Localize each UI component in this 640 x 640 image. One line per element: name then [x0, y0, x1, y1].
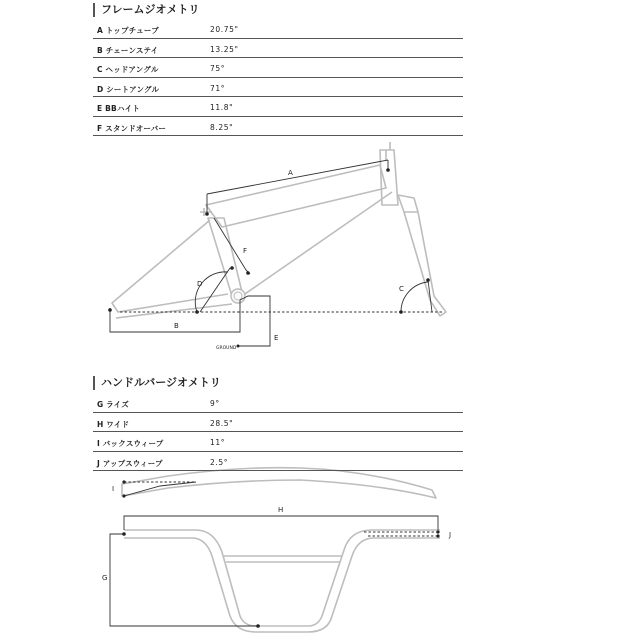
handlebar-front-view — [110, 516, 440, 632]
dim-d-ref — [200, 268, 230, 312]
spec-label: D シートアングル — [97, 84, 160, 94]
spec-value: 2.5° — [210, 457, 229, 467]
dim-b-line — [110, 300, 240, 332]
spec-row-bb-height — [93, 97, 463, 117]
spec-value: 9° — [210, 399, 220, 408]
spec-label: J アップスウィープ — [97, 458, 163, 468]
spec-row-backsweep — [93, 432, 463, 452]
dim-a-line — [207, 160, 388, 194]
handlebar-top-view — [122, 468, 436, 498]
handlebar-geometry-title: ハンドルバージオメトリ — [93, 376, 221, 390]
spec-row-chainstay — [93, 39, 463, 59]
spec-row-top-tube — [93, 19, 463, 39]
spec-row-seat-angle — [93, 78, 463, 98]
spec-label: I バックスウィープ — [97, 439, 164, 448]
spec-row-upsweep — [93, 452, 463, 472]
dim-label-e: E — [274, 334, 279, 342]
dim-label-d: D — [197, 280, 203, 288]
spec-row-head-angle — [93, 58, 463, 78]
spec-value: 20.75" — [210, 25, 239, 34]
dim-c-ref — [428, 280, 432, 312]
dim-label-j: J — [449, 531, 452, 539]
spec-value: 28.5" — [210, 418, 234, 428]
dim-label-h: H — [278, 506, 284, 514]
spec-label: E BBハイト — [97, 104, 141, 113]
spec-label: G ライズ — [97, 400, 129, 409]
dim-d-arc — [195, 272, 228, 312]
frame-dimension-lines — [108, 160, 444, 348]
spec-label: A トップチューブ — [97, 26, 159, 35]
dim-c-arc — [401, 282, 428, 312]
spec-row-rise — [93, 393, 463, 413]
frame-geometry-table — [93, 19, 463, 136]
spec-value: 75° — [210, 64, 226, 73]
dim-g-line — [110, 534, 258, 626]
dim-label-g: G — [102, 574, 108, 582]
dim-e-line — [238, 296, 270, 346]
handlebar-geometry-table — [93, 393, 463, 471]
dim-label-c: C — [399, 285, 404, 293]
dim-h-line — [124, 516, 438, 530]
dim-label-f: F — [243, 247, 248, 255]
spec-label: C ヘッドアングル — [97, 65, 159, 74]
spec-row-standover — [93, 117, 463, 137]
spec-label: F スタンドオーバー — [97, 123, 167, 133]
spec-row-width — [93, 413, 463, 433]
dim-label-a: A — [288, 169, 293, 177]
spec-value: 71° — [210, 83, 226, 93]
frame-geometry-title: フレームジオメトリ — [93, 3, 199, 17]
ground-label: GROUND — [216, 346, 237, 351]
spec-label: B チェーンステイ — [97, 45, 159, 55]
bike-frame-outline — [112, 142, 446, 318]
spec-value: 11° — [210, 438, 226, 447]
spec-label: H ワイド — [97, 419, 130, 429]
dim-label-i: I — [112, 485, 115, 493]
spec-value: 8.25" — [210, 122, 234, 132]
dim-f-line — [214, 218, 250, 274]
dim-label-b: B — [174, 322, 179, 330]
spec-value: 11.8" — [210, 103, 234, 112]
spec-value: 13.25" — [210, 44, 239, 54]
